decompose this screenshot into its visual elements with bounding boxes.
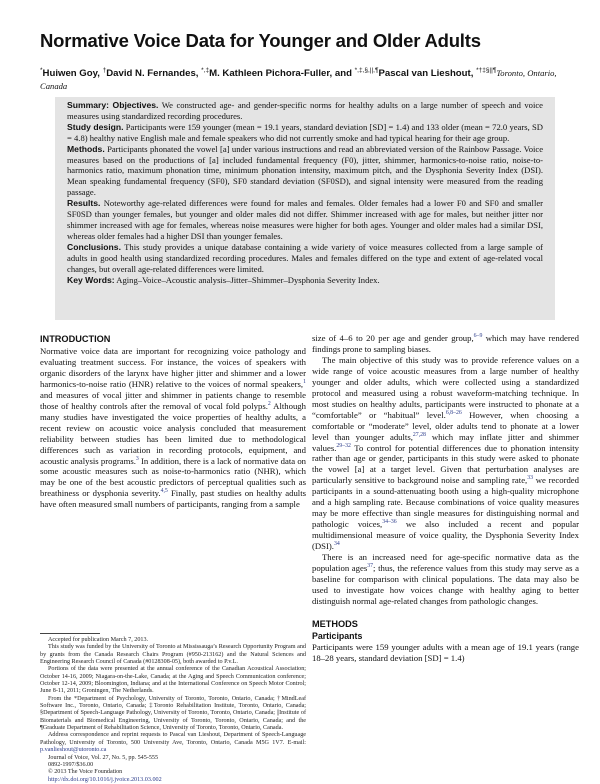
author-mark: † xyxy=(102,66,107,74)
author-list xyxy=(40,67,570,93)
methods-label: Methods. xyxy=(67,143,105,154)
author-name: M. Kathleen Pichora-Fuller, and xyxy=(209,68,355,79)
objectives-text: We constructed age- and gender-specific norms for healthy adults on a large number of speech and voice measures using standardized recording procedures. xyxy=(67,100,543,121)
results-label: Results. xyxy=(67,198,101,209)
citation-link[interactable]: 37 xyxy=(367,563,374,570)
citation-link[interactable]: 34–36 xyxy=(382,519,397,526)
participants-heading: Participants xyxy=(312,630,363,641)
footnote-portions: Portions of the data were presented at the annual conference of the Canadian Acoustical Association; October 14-16, 2009; Niagara-on-the-Lake, Canada; at the Aging and Speech Communication conference; October 12-14, 2009; Bloomington, Indiana; and at the International Conference on Speech Motor Control; June 8-11, 2011; Groningen, The Netherlands. xyxy=(40,666,306,695)
body-text: which may have rendered findings prone to sampling biases. xyxy=(312,333,579,354)
body-text: Although many studies have investigated the voice properties of healthy adults, a recent review on acoustic voice analysis concluded that measurement reliability between studies has been limited due to methodological differences such as variation in recording protocols, equipment, and acoustic analysis programs. xyxy=(40,400,306,466)
footnotes xyxy=(40,633,306,784)
body-text: size of 4–6 to 20 per age and gender group, xyxy=(312,333,474,343)
abstract-methods xyxy=(67,144,543,199)
author-mark: * xyxy=(40,66,43,74)
citation-link[interactable]: 1 xyxy=(303,378,306,385)
body-text: Finally, past studies on healthy adults have often measured small numbers of participants, ranging from a sample xyxy=(40,488,307,510)
body-text: Normative voice data are important for recognizing voice pathology and evaluating treatment success. For instance, the voices of speakers with organic disorders of the larynx have higher jitter and shimmer and a lower harmonics-to-noise ratio (HNR) relative to the voices of normal speakers, xyxy=(40,346,306,389)
intro-paragraph-cont xyxy=(312,333,579,355)
body-text: we recorded participants in a sound-attenuating booth using a high-quality microphone and a high sampling rate. Because combinations of voice quality measures may be more effective than single measures for distinguishing normal and pathologic voices, xyxy=(312,475,580,530)
citation-link[interactable]: 4,5 xyxy=(160,488,168,495)
introduction-heading: INTRODUCTION xyxy=(40,334,111,344)
author-name: David N. Fernandes, xyxy=(106,68,202,79)
footnote-funding: This study was funded by the University of Toronto at Mississauga’s Research Opportunity Program and by grants from the Canada Research Chairs Program (#950-213162) and the Natural Sciences and Engineering Research Council of Canada (#0128308-05), both awarded to P.v.L. xyxy=(40,644,306,666)
citation-link[interactable]: 2 xyxy=(267,400,271,407)
abstract-conclusions xyxy=(67,242,543,275)
footnote-accepted: Accepted for publication March 7, 2013. xyxy=(48,637,149,643)
footnote-issn: 0892-1997/$36.00 xyxy=(48,761,94,768)
citation-link[interactable]: 29–32 xyxy=(336,442,351,449)
results-text: Noteworthy age-related differences were found for males and females. Older females had a lower F0 and SF0 and smaller SF0SD than younger females, but younger and older males did not differ. Shimmer increased with age for males, but neither jitter nor shimmer increased with age for females, whereas noise measures were higher for both ages. Younger and older males had a similar DSI, whereas older females had a higher DSI than younger females. xyxy=(67,198,544,241)
keywords-label: Key Words: xyxy=(67,274,115,285)
citation-link[interactable]: 33 xyxy=(527,475,534,482)
intro-paragraph xyxy=(40,346,306,510)
footnote-affiliations: From the *Department of Psychology, University of Toronto, Toronto, Ontario, Canada; †MindLeaf Software Inc., Toronto, Ontario, Canada; ‡Toronto Rehabilitation Institute, Toronto, Ontario, Canada; §Department of Speech-Language Pathology, University of Toronto, Toronto, Ontario, Canada; ||Institute of Biomaterials and Biomedical Engineering, University of Toronto, Toronto, Ontario, Canada; and the ¶Graduate Department of Rehabilitation Science, University of Toronto, Toronto, Ontario, Canada. xyxy=(40,695,306,732)
body-text: However, when choosing a comfortable or “moderate” level, older adults tend to phonate at a lower level than younger adults, xyxy=(312,409,579,442)
article-title: Normative Voice Data for Younger and Older Adults xyxy=(40,30,481,51)
objectives-label: Objectives. xyxy=(112,100,159,110)
abstract-objectives xyxy=(67,100,543,122)
author-name: Pascal van Lieshout, xyxy=(378,68,477,79)
body-text: To control for potential differences due to phonation intensity rather than age or gender, participants in this study were asked to phonate the vowel [a] at a target level. Given that perturbation analyses are particularly sensitive to background noise and sampling rate, xyxy=(312,442,579,486)
body-text: ; thus, the reference values from this study may serve as a baseline for comparison with clinical populations. The data may also be used to investigate how voices change with healthy aging to better distinguish normal age-related changes from pathologic changes. xyxy=(312,563,579,606)
right-column xyxy=(312,333,579,664)
abstract-keywords xyxy=(67,275,543,286)
citation-link[interactable]: 6,8–26 xyxy=(445,409,462,416)
body-text: which may inflate jitter and shimmer values. xyxy=(312,431,580,453)
footnote-copyright: © 2013 The Voice Foundation xyxy=(48,769,123,776)
author-mark: *,‡ xyxy=(201,66,210,74)
author-affiliation: Toronto, Ontario, Canada xyxy=(40,68,557,91)
conclusions-text: This study provides a unique database containing a wide variety of voice measures collected from a large sample of adults in good health using standardized recording procedures. Males and females differed on the type and extent of age-related vocal changes, but overall age-related differences were limited. xyxy=(67,241,543,274)
keywords-text: Aging–Voice–Acoustic analysis–Jitter–Shimmer–Dysphonia Severity Index. xyxy=(116,274,380,285)
citation-link[interactable]: 3 xyxy=(135,455,139,462)
body-text: we also included a recent and popular multidimensional measure of voice quality, the Dysphonia Severity Index (DSI). xyxy=(312,519,579,552)
participants-paragraph: Participants were 159 younger adults with a mean age of 19.1 years (range 18–28 years, standard deviation [SD] = 1.4) xyxy=(312,641,579,663)
citation-link[interactable]: 34 xyxy=(333,541,340,548)
body-text: The main objective of this study was to provide reference values on a wide range of voice acoustic measures from a large number of healthy younger and older adults, which were collected using a standardized protocol and measured using a robust waveform-matching technique. In most studies on healthy adults, participants were instructed to phonate at a “comfortable” or “habitual” level. xyxy=(312,354,579,420)
citation-link[interactable]: 27,28 xyxy=(412,431,426,438)
design-label: Study design. xyxy=(67,121,124,132)
citation-link[interactable]: 6–9 xyxy=(473,333,483,340)
author-mark: *,‡,§,||,¶ xyxy=(354,66,379,74)
conclusions-label: Conclusions. xyxy=(67,241,121,252)
abstract-box xyxy=(55,97,555,320)
body-text: In addition, there is a lack of normative data on some acoustic measures such as noise-to-harmonics ratio (NHR), which may be one of the best acoustic predictors of perceptual qualities such as breathiness or dysphonia severity. xyxy=(40,455,307,499)
body-text: and measures of vocal jitter and shimmer in patients change to resemble those of healthy controls after the removal of vocal fold polyps. xyxy=(40,389,306,411)
left-column xyxy=(40,333,306,510)
footnote-text: Address correspondence and reprint requests to Pascal van Lieshout, Department of Speech-Language Pathology, University of Toronto, 500 University Ave, Toronto, Ontario, Canada M5G 1V7. E-mail: xyxy=(40,732,306,746)
footnote-correspondence xyxy=(40,732,306,754)
summary-label: Summary: xyxy=(67,100,110,110)
aging-paragraph xyxy=(312,552,579,607)
author-name: Huiwen Goy, xyxy=(42,68,103,79)
methods-heading: METHODS xyxy=(312,618,358,629)
body-text: There is an increased need for age-specific normative data as the population ages xyxy=(312,552,579,574)
footnote-journal: Journal of Voice, Vol. 27, No. 5, pp. 545-555 xyxy=(48,754,159,761)
footnote-divider xyxy=(40,633,100,634)
design-text: Participants were 159 younger (mean = 19.1 years, standard deviation [SD] = 1.4) and 133 older (mean = 72.0 years, SD = 4.8) healthy native English male and female speakers who did not currently smoke and had typical hearing for their age group. xyxy=(67,121,543,143)
email-link[interactable]: p.vanlieshout@utoronto.ca xyxy=(40,747,107,754)
abstract-design xyxy=(67,122,543,144)
affiliation-mark: *†‡§||¶ xyxy=(476,66,497,74)
doi-link[interactable]: http://dx.doi.org/10.1016/j.jvoice.2013.03.002 xyxy=(48,776,162,783)
objective-paragraph xyxy=(312,355,579,552)
abstract-results xyxy=(67,198,543,242)
methods-text: Participants phonated the vowel [a] under various instructions and read an abbreviated version of the Rainbow Passage. Voice measures based on the productions of [a] included fundamental frequency (F0), jitter, shimmer, harmonics-to-noise ratio, noise-to-harmonics ratio, maximum phonation time, minimum phonation intensity, maximum pitch, and the Dysphonia Severity Index (DSI). Mean speaking fundamental frequency (SF0), SF0 standard deviation (SF0SD), and signal intensity were measured from the reading passage. xyxy=(67,143,544,198)
